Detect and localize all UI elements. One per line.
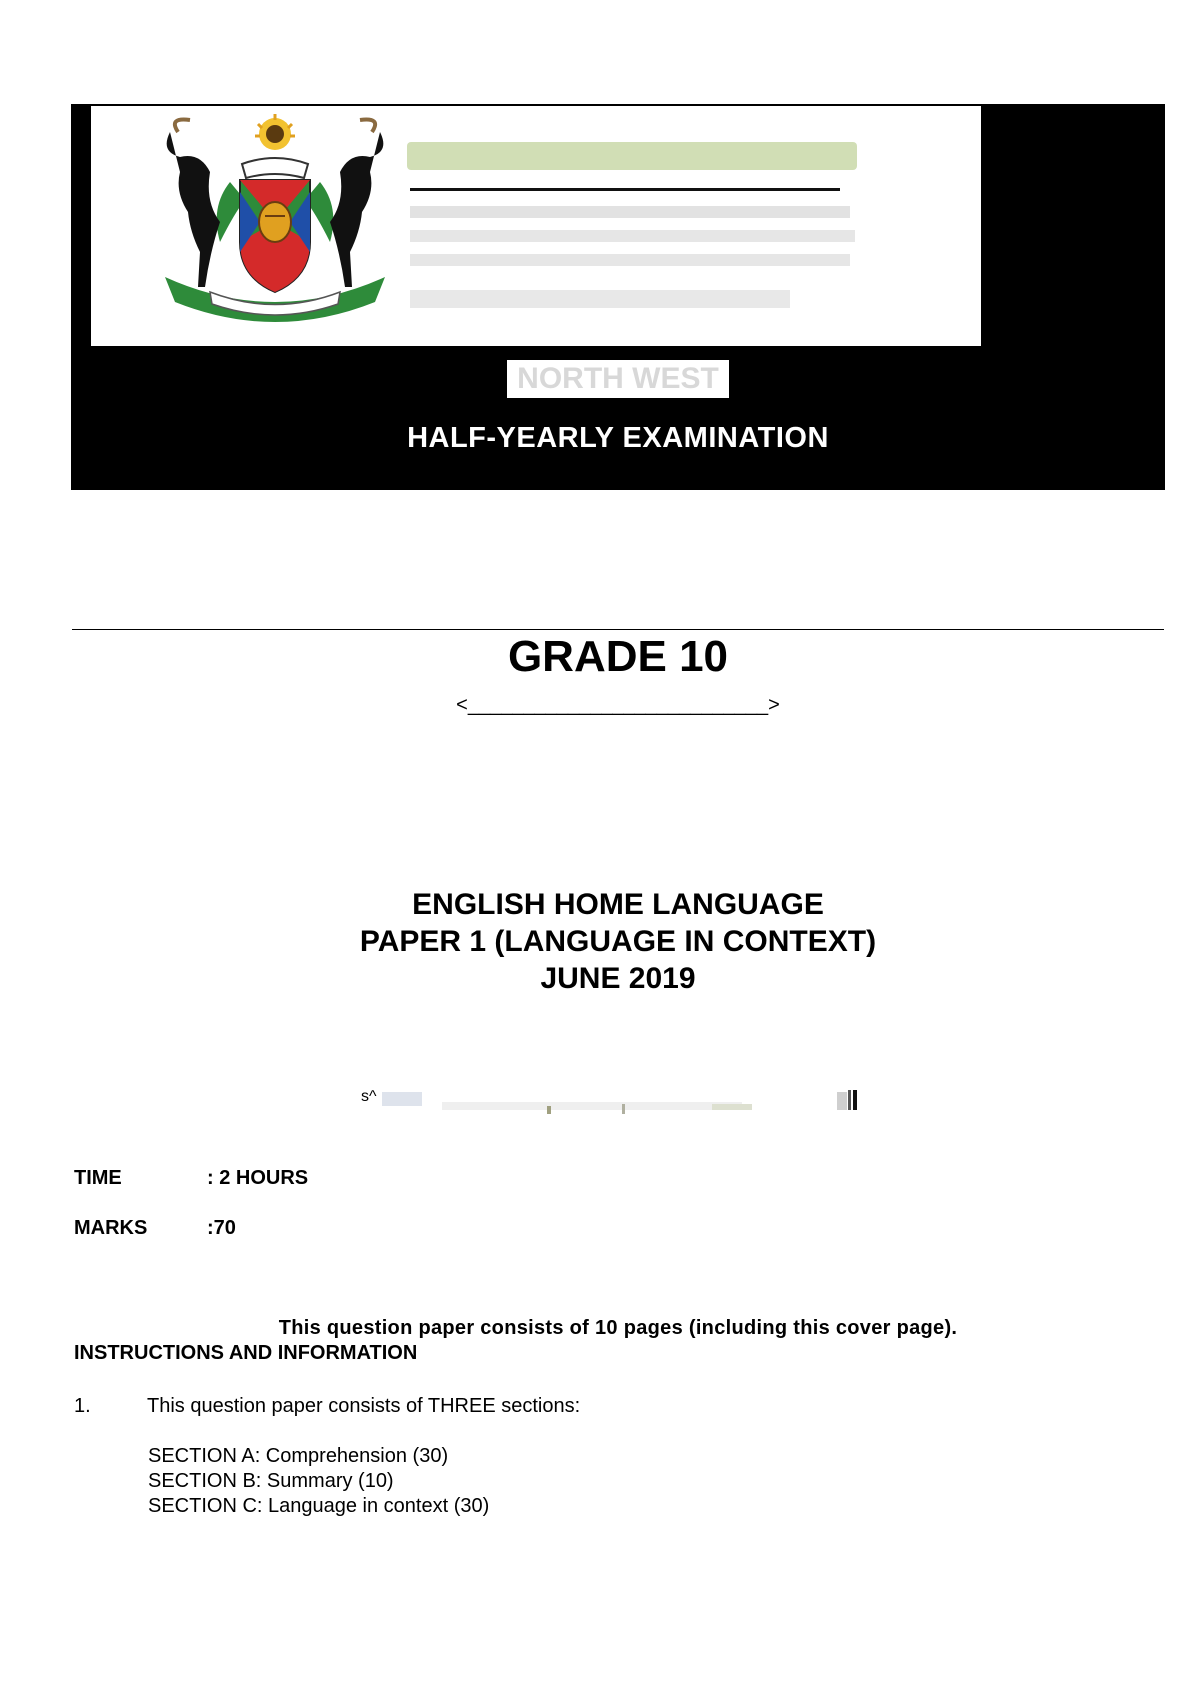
- scan-noise-graphic: [382, 1086, 902, 1120]
- grade-underline: <___________________________>: [456, 694, 780, 716]
- subject-title: ENGLISH HOME LANGUAGE: [412, 888, 824, 921]
- pages-note: This question paper consists of 10 pages (including this cover page).: [278, 1317, 958, 1339]
- marks-value: :70: [207, 1217, 236, 1239]
- list-item-text: This question paper consists of THREE sections:: [147, 1395, 581, 1417]
- exam-title: HALF-YEARLY EXAMINATION: [407, 422, 829, 454]
- section-c-line: SECTION C: Language in context (30): [148, 1495, 490, 1517]
- section-a-line: SECTION A: Comprehension (30): [148, 1445, 449, 1467]
- instructions-heading: INSTRUCTIONS AND INFORMATION: [74, 1342, 418, 1364]
- list-item-number: 1.: [74, 1395, 91, 1417]
- letterhead-graphic: [405, 130, 905, 330]
- coat-of-arms-icon: [150, 112, 400, 340]
- time-value: : 2 HOURS: [207, 1167, 309, 1189]
- time-label: TIME: [74, 1167, 122, 1189]
- paper-title: PAPER 1 (LANGUAGE IN CONTEXT): [359, 925, 877, 958]
- scan-artifact-prefix: s^: [361, 1088, 377, 1105]
- grade-title: GRADE 10: [507, 632, 729, 681]
- exam-date: JUNE 2019: [540, 962, 696, 995]
- section-b-line: SECTION B: Summary (10): [148, 1470, 394, 1492]
- province-label: NORTH WEST: [507, 360, 729, 398]
- divider-rule: [72, 629, 1164, 630]
- marks-label: MARKS: [74, 1217, 148, 1239]
